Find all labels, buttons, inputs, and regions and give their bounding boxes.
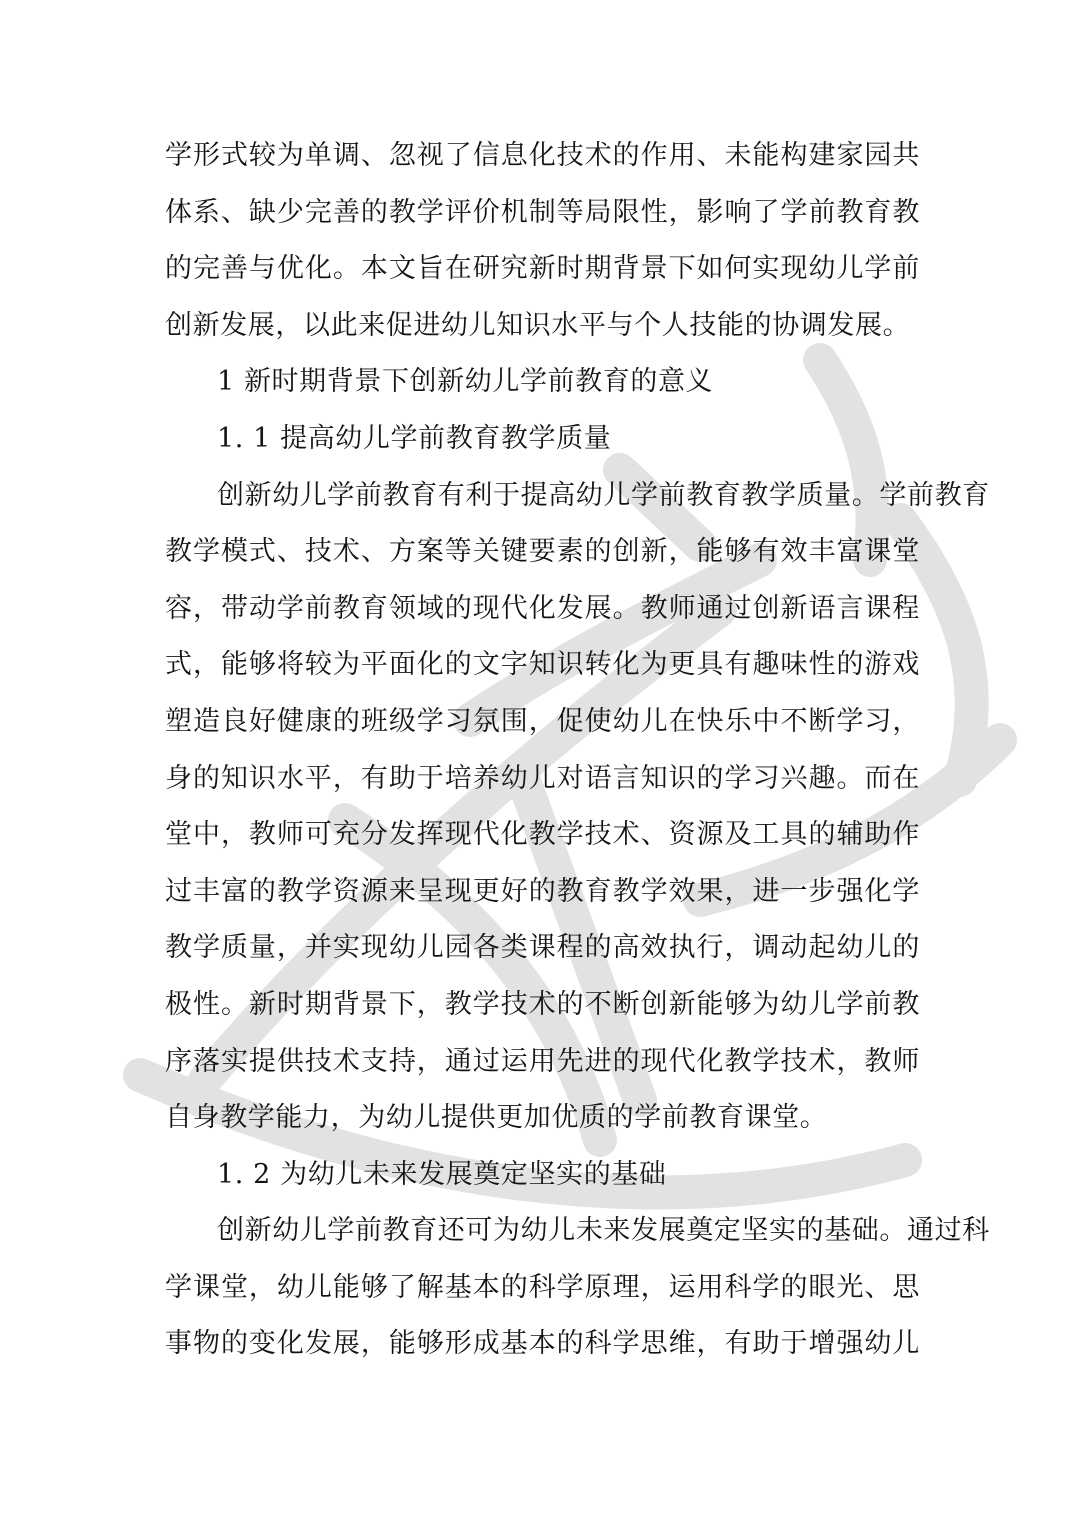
paragraph-line: 序落实提供技术支持，通过运用先进的现代化教学技术，教师: [165, 1045, 920, 1077]
paragraph-line: 事物的变化发展，能够形成基本的科学思维，有助于增强幼儿: [165, 1328, 920, 1360]
paragraph-line: 自身教学能力，为幼儿提供更加优质的学前教育课堂。: [165, 1102, 828, 1134]
subsection-heading: 1. 1 提高幼儿学前教育教学质量: [217, 422, 612, 454]
paragraph-line: 容，带动学前教育领域的现代化发展。教师通过创新语言课程: [165, 592, 920, 624]
paragraph-line: 创新幼儿学前教育有利于提高幼儿学前教育教学质量。学前教育: [217, 479, 990, 511]
paragraph-line: 塑造良好健康的班级学习氛围，促使幼儿在快乐中不断学习，: [165, 705, 920, 737]
subsection-heading: 1. 2 为幼儿未来发展奠定坚实的基础: [217, 1158, 667, 1190]
paragraph-line: 创新发展，以此来促进幼儿知识水平与个人技能的协调发展。: [165, 309, 911, 341]
section-heading: 1 新时期背景下创新幼儿学前教育的意义: [217, 366, 714, 398]
paragraph-line: 过丰富的教学资源来呈现更好的教育教学效果，进一步强化学: [165, 875, 920, 907]
paragraph-line: 堂中，教师可充分发挥现代化教学技术、资源及工具的辅助作: [165, 819, 920, 851]
paragraph-line: 身的知识水平，有助于培养幼儿对语言知识的学习兴趣。而在: [165, 762, 920, 794]
paragraph-line: 式，能够将较为平面化的文字知识转化为更具有趣味性的游戏: [165, 649, 920, 681]
paragraph-line: 教学质量，并实现幼儿园各类课程的高效执行，调动起幼儿的: [165, 932, 920, 964]
paragraph-line: 学课堂，幼儿能够了解基本的科学原理，运用科学的眼光、思: [165, 1271, 920, 1303]
paragraph-line: 极性。新时期背景下，教学技术的不断创新能够为幼儿学前教: [165, 988, 920, 1020]
paragraph-line: 体系、缺少完善的教学评价机制等局限性，影响了学前教育教: [165, 196, 920, 228]
paragraph-line: 的完善与优化。本文旨在研究新时期背景下如何实现幼儿学前: [165, 253, 920, 285]
paragraph-line: 创新幼儿学前教育还可为幼儿未来发展奠定坚实的基础。通过科: [217, 1215, 990, 1247]
body-text: [165, 128, 990, 1373]
paragraph-line: 教学模式、技术、方案等关键要素的创新，能够有效丰富课堂: [165, 536, 920, 568]
paragraph-line: 学形式较为单调、忽视了信息化技术的作用、未能构建家园共: [165, 140, 920, 171]
